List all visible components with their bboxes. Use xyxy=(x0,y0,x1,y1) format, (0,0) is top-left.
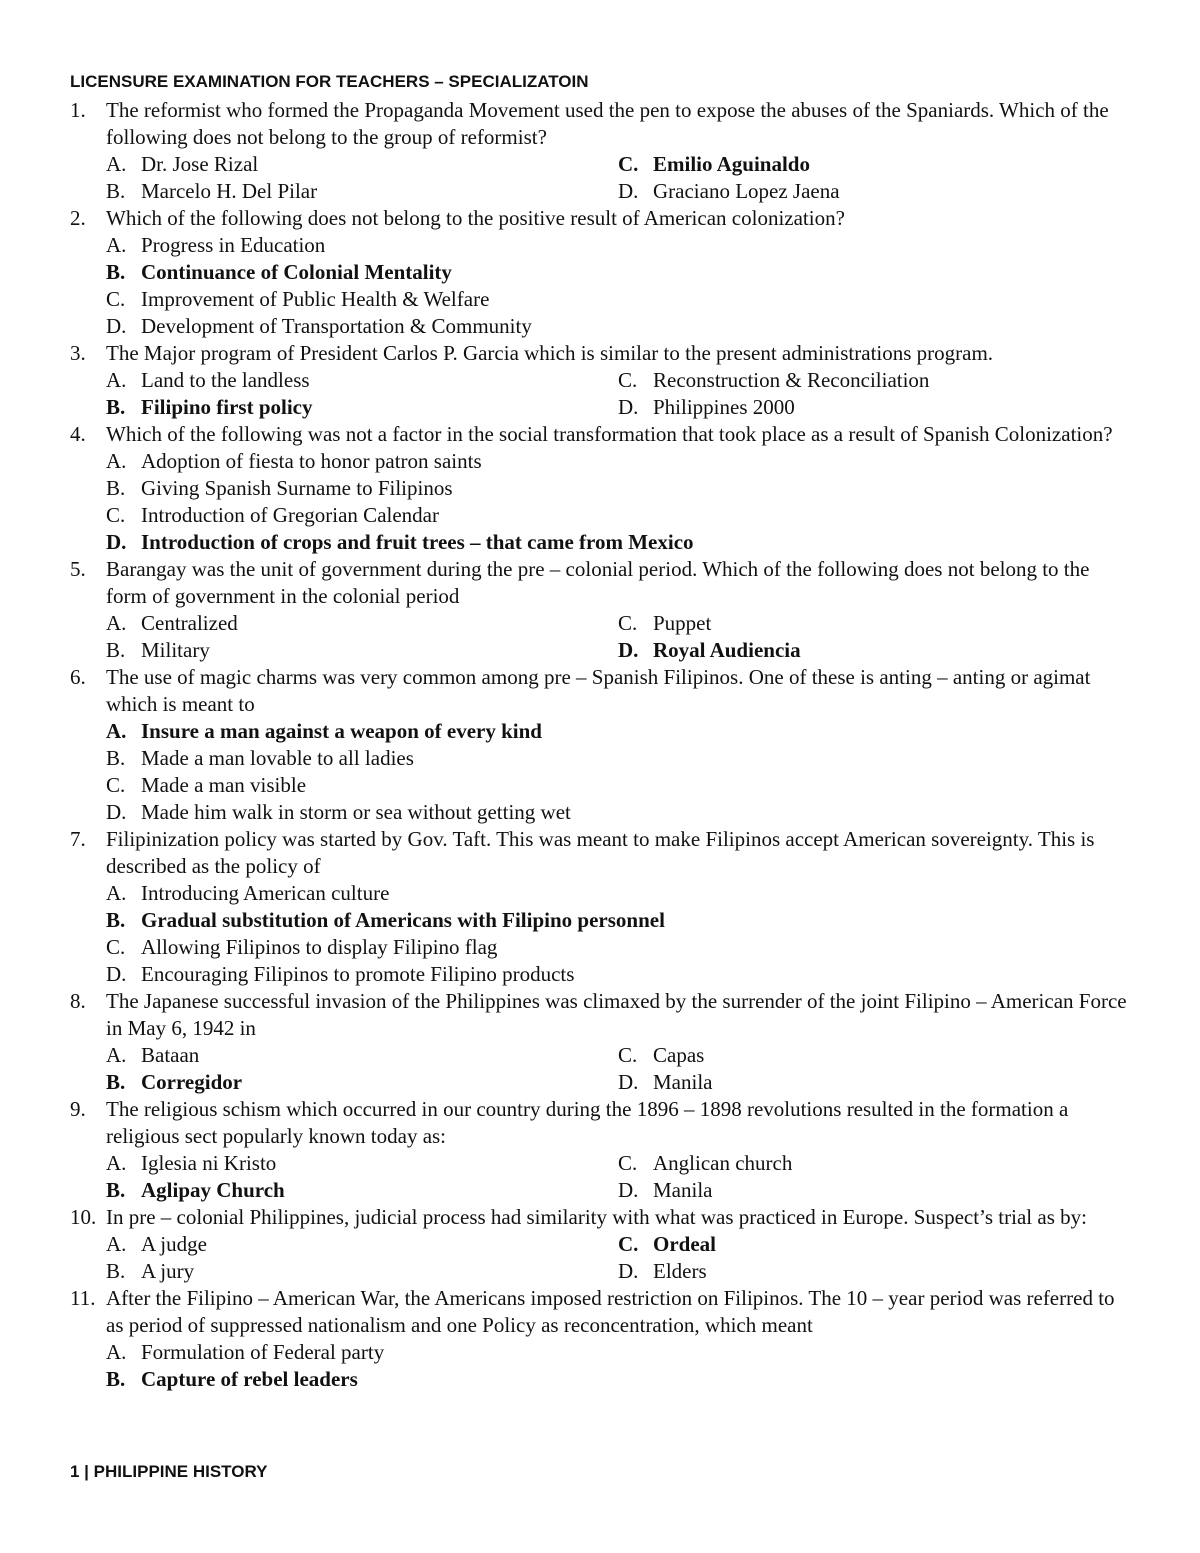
exam-header: LICENSURE EXAMINATION FOR TEACHERS – SPECIALIZATOIN xyxy=(70,72,589,91)
option-1d: D. Graciano Lopez Jaena xyxy=(618,179,840,203)
question-text: Which of the following was not a factor in the social transformation that took place as a result of Spanish Colonization? xyxy=(106,422,1113,446)
option-4c: C. Introduction of Gregorian Calendar xyxy=(106,503,439,527)
option-5d: D. Royal Audiencia xyxy=(618,638,801,662)
question-1 xyxy=(70,97,1130,151)
option-2c: C. Improvement of Public Health & Welfare xyxy=(106,287,490,311)
option-4a: A. Adoption of fiesta to honor patron saints xyxy=(106,449,482,473)
options-7 xyxy=(70,880,1130,988)
option-1c: C. Emilio Aguinaldo xyxy=(618,152,810,176)
question-text: The use of magic charms was very common among pre – Spanish Filipinos. One of these is anting – anting or agimat which is meant to xyxy=(106,665,1091,716)
question-number: 4. xyxy=(70,422,86,446)
option-10b: B. A jury xyxy=(106,1259,195,1283)
question-text: Barangay was the unit of government during the pre – colonial period. Which of the following does not belong to the form of government in the colonial period xyxy=(106,557,1090,608)
question-2 xyxy=(70,205,1130,232)
option-3b: B. Filipino first policy xyxy=(106,395,313,419)
question-10 xyxy=(70,1204,1130,1231)
question-number: 10. xyxy=(70,1205,97,1229)
option-5a: A. Centralized xyxy=(106,611,238,635)
question-text: Filipinization policy was started by Gov. Taft. This was meant to make Filipinos accept American sovereignty. This is described as the policy of xyxy=(106,827,1095,878)
options-1 xyxy=(70,151,1130,205)
option-1b: B. Marcelo H. Del Pilar xyxy=(106,179,318,203)
options-9 xyxy=(70,1150,1130,1204)
options-3 xyxy=(70,367,1130,421)
option-7c: C. Allowing Filipinos to display Filipino flag xyxy=(106,935,498,959)
option-8b: B. Corregidor xyxy=(106,1070,243,1094)
option-2d: D. Development of Transportation & Community xyxy=(106,314,532,338)
option-10a: A. A judge xyxy=(106,1232,207,1256)
question-text: The Major program of President Carlos P. Garcia which is similar to the present administrations program. xyxy=(106,341,994,365)
question-number: 6. xyxy=(70,665,86,689)
option-7a: A. Introducing American culture xyxy=(106,881,390,905)
option-2a: A. Progress in Education xyxy=(106,233,326,257)
question-text: Which of the following does not belong to the positive result of American colonization? xyxy=(106,206,845,230)
question-5 xyxy=(70,556,1130,610)
options-2 xyxy=(70,232,1130,340)
option-2b: B. Continuance of Colonial Mentality xyxy=(106,260,452,284)
option-9a: A. Iglesia ni Kristo xyxy=(106,1151,277,1175)
page-footer: 1 | PHILIPPINE HISTORY xyxy=(70,1462,268,1481)
question-text: In pre – colonial Philippines, judicial process had similarity with what was practiced in Europe. Suspect’s trial as by: xyxy=(106,1205,1087,1229)
question-number: 1. xyxy=(70,98,86,122)
option-10c: C. Ordeal xyxy=(618,1232,716,1256)
question-4 xyxy=(70,421,1130,448)
option-5c: C. Puppet xyxy=(618,611,712,635)
question-text: The religious schism which occurred in our country during the 1896 – 1898 revolutions resulted in the formation a religious sect popularly known today as: xyxy=(106,1097,1069,1148)
question-number: 9. xyxy=(70,1097,86,1121)
question-number: 2. xyxy=(70,206,86,230)
option-9c: C. Anglican church xyxy=(618,1151,793,1175)
options-8 xyxy=(70,1042,1130,1096)
option-6a: A. Insure a man against a weapon of every kind xyxy=(106,719,542,743)
option-5b: B. Military xyxy=(106,638,210,662)
option-11b: B. Capture of rebel leaders xyxy=(106,1367,358,1391)
question-number: 7. xyxy=(70,827,86,851)
option-3a: A. Land to the landless xyxy=(106,368,310,392)
question-6 xyxy=(70,664,1130,718)
question-11 xyxy=(70,1285,1130,1339)
question-number: 8. xyxy=(70,989,86,1013)
question-text: The Japanese successful invasion of the Philippines was climaxed by the surrender of the joint Filipino – American Force in May 6, 1942 in xyxy=(106,989,1127,1040)
options-6 xyxy=(70,718,1130,826)
question-number: 5. xyxy=(70,557,86,581)
option-3c: C. Reconstruction & Reconciliation xyxy=(618,368,930,392)
question-8 xyxy=(70,988,1130,1042)
option-8d: D. Manila xyxy=(618,1070,713,1094)
question-7 xyxy=(70,826,1130,880)
option-6b: B. Made a man lovable to all ladies xyxy=(106,746,414,770)
question-number: 3. xyxy=(70,341,86,365)
option-8a: A. Bataan xyxy=(106,1043,200,1067)
option-4b: B. Giving Spanish Surname to Filipinos xyxy=(106,476,453,500)
option-1a: A. Dr. Jose Rizal xyxy=(106,152,259,176)
options-5 xyxy=(70,610,1130,664)
option-10d: D. Elders xyxy=(618,1259,707,1283)
question-9 xyxy=(70,1096,1130,1150)
question-text: After the Filipino – American War, the Americans imposed restriction on Filipinos. The 10 – year period was referred to as period of suppressed nationalism and one Policy as reconcentration, which meant xyxy=(106,1286,1115,1337)
option-7d: D. Encouraging Filipinos to promote Filipino products xyxy=(106,962,575,986)
option-6c: C. Made a man visible xyxy=(106,773,307,797)
question-text: The reformist who formed the Propaganda Movement used the pen to expose the abuses of the Spaniards. Which of the following does not belong to the group of reformist? xyxy=(106,98,1109,149)
options-11 xyxy=(70,1339,1130,1393)
option-9b: B. Aglipay Church xyxy=(106,1178,285,1202)
option-4d: D. Introduction of crops and fruit trees – that came from Mexico xyxy=(106,530,694,554)
question-list xyxy=(70,97,1130,1393)
options-10 xyxy=(70,1231,1130,1285)
options-4 xyxy=(70,448,1130,556)
option-7b: B. Gradual substitution of Americans with Filipino personnel xyxy=(106,908,665,932)
option-6d: D. Made him walk in storm or sea without getting wet xyxy=(106,800,571,824)
option-8c: C. Capas xyxy=(618,1043,705,1067)
question-3 xyxy=(70,340,1130,367)
option-9d: D. Manila xyxy=(618,1178,713,1202)
question-number: 11. xyxy=(70,1286,96,1310)
option-3d: D. Philippines 2000 xyxy=(618,395,795,419)
option-11a: A. Formulation of Federal party xyxy=(106,1340,385,1364)
